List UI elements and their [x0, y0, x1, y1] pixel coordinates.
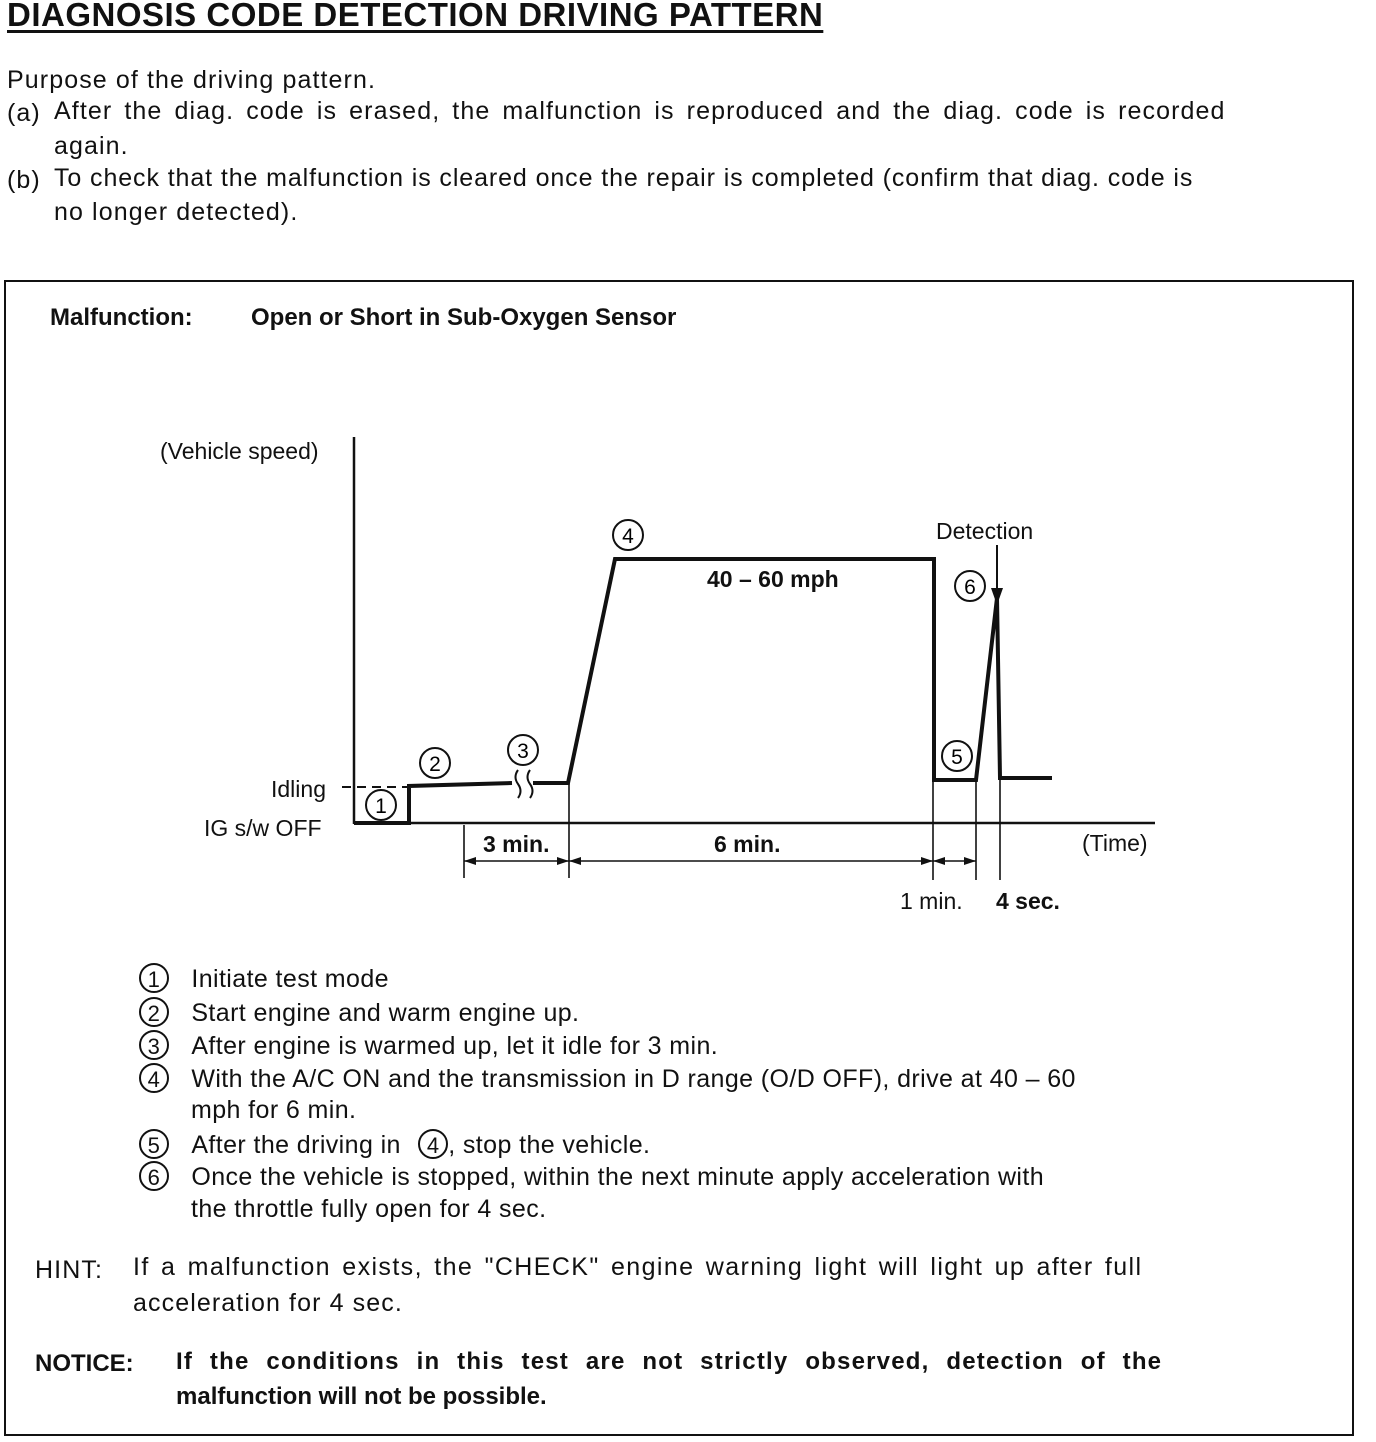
marker-1 [366, 790, 396, 820]
hint-label: HINT: [35, 1256, 103, 1284]
step-number-1: 1 [139, 963, 169, 993]
page-title: DIAGNOSIS CODE DETECTION DRIVING PATTERN [7, 0, 824, 33]
step-text-4: With the A/C ON and the transmission in D range (O/D OFF), drive at 40 – 60 [191, 1065, 1076, 1093]
step-3 [139, 1030, 718, 1061]
duration-1min: 1 min. [900, 888, 963, 914]
marker-2 [420, 748, 450, 778]
step-text-6-cont: the throttle fully open for 4 sec. [191, 1195, 547, 1223]
marker-5 [942, 741, 972, 771]
detection-arrowhead [991, 588, 1003, 605]
step-6 [139, 1161, 1044, 1192]
step-number-3: 3 [139, 1030, 169, 1060]
y-axis-label: (Vehicle speed) [160, 438, 319, 464]
purpose-a-line2: again. [54, 132, 129, 160]
speed-range-label: 40 – 60 mph [707, 566, 839, 592]
marker-3 [508, 735, 538, 765]
purpose-b-line1: To check that the malfunction is cleared once the repair is completed (confirm that diag. code is [54, 164, 1194, 192]
malfunction-label: Malfunction: [50, 304, 193, 331]
step-5 [139, 1129, 650, 1160]
step-text-4-cont: mph for 6 min. [191, 1096, 357, 1124]
step-text-6: Once the vehicle is stopped, within the next minute apply acceleration with [191, 1163, 1045, 1191]
step-text-5-after: , stop the vehicle. [448, 1131, 651, 1159]
break-mark [516, 770, 521, 798]
svg-text:5: 5 [951, 746, 963, 769]
duration-3min: 3 min. [483, 831, 550, 857]
step-text-2: Start engine and warm engine up. [191, 999, 580, 1027]
step-2 [139, 997, 579, 1028]
step-5-ref-4: 4 [418, 1129, 448, 1159]
purpose-a-line1: After the diag. code is erased, the malfunction is reproduced and the diag. code is recorded [54, 97, 1226, 125]
step-number-6: 6 [139, 1161, 169, 1191]
malfunction-value: Open or Short in Sub-Oxygen Sensor [251, 304, 677, 331]
purpose-marker-b: (b) [7, 166, 41, 194]
duration-6min: 6 min. [714, 831, 781, 857]
step-number-5: 5 [139, 1129, 169, 1159]
svg-text:4: 4 [622, 525, 634, 548]
marker-6 [955, 571, 985, 601]
ig-off-label: IG s/w OFF [204, 815, 322, 841]
break-mark-2 [528, 770, 533, 798]
marker-4 [613, 520, 643, 550]
notice-line1: If the conditions in this test are not strictly observed, detection of the [176, 1348, 1163, 1375]
idling-label: Idling [271, 776, 326, 802]
step-text-3: After engine is warmed up, let it idle for 3 min. [191, 1032, 719, 1060]
notice-line2: malfunction will not be possible. [176, 1383, 547, 1410]
step-number-4: 4 [139, 1063, 169, 1093]
purpose-heading: Purpose of the driving pattern. [7, 66, 377, 94]
hint-line1: If a malfunction exists, the "CHECK" engine warning light will light up after full [133, 1253, 1143, 1281]
svg-text:2: 2 [429, 753, 441, 776]
x-axis-label: (Time) [1082, 830, 1148, 856]
step-4 [139, 1063, 1076, 1094]
duration-4sec: 4 sec. [996, 888, 1060, 914]
step-number-2: 2 [139, 997, 169, 1027]
step-1 [139, 963, 389, 994]
notice-label: NOTICE: [35, 1350, 134, 1377]
purpose-b-line2: no longer detected). [54, 198, 299, 226]
hint-line2: acceleration for 4 sec. [133, 1289, 403, 1317]
step-text-5: After the driving in [191, 1131, 401, 1159]
svg-text:3: 3 [517, 740, 529, 763]
svg-text:1: 1 [375, 795, 387, 818]
purpose-marker-a: (a) [7, 99, 41, 127]
step-text-1: Initiate test mode [191, 965, 389, 993]
svg-text:6: 6 [964, 576, 976, 599]
detection-label: Detection [936, 518, 1034, 544]
